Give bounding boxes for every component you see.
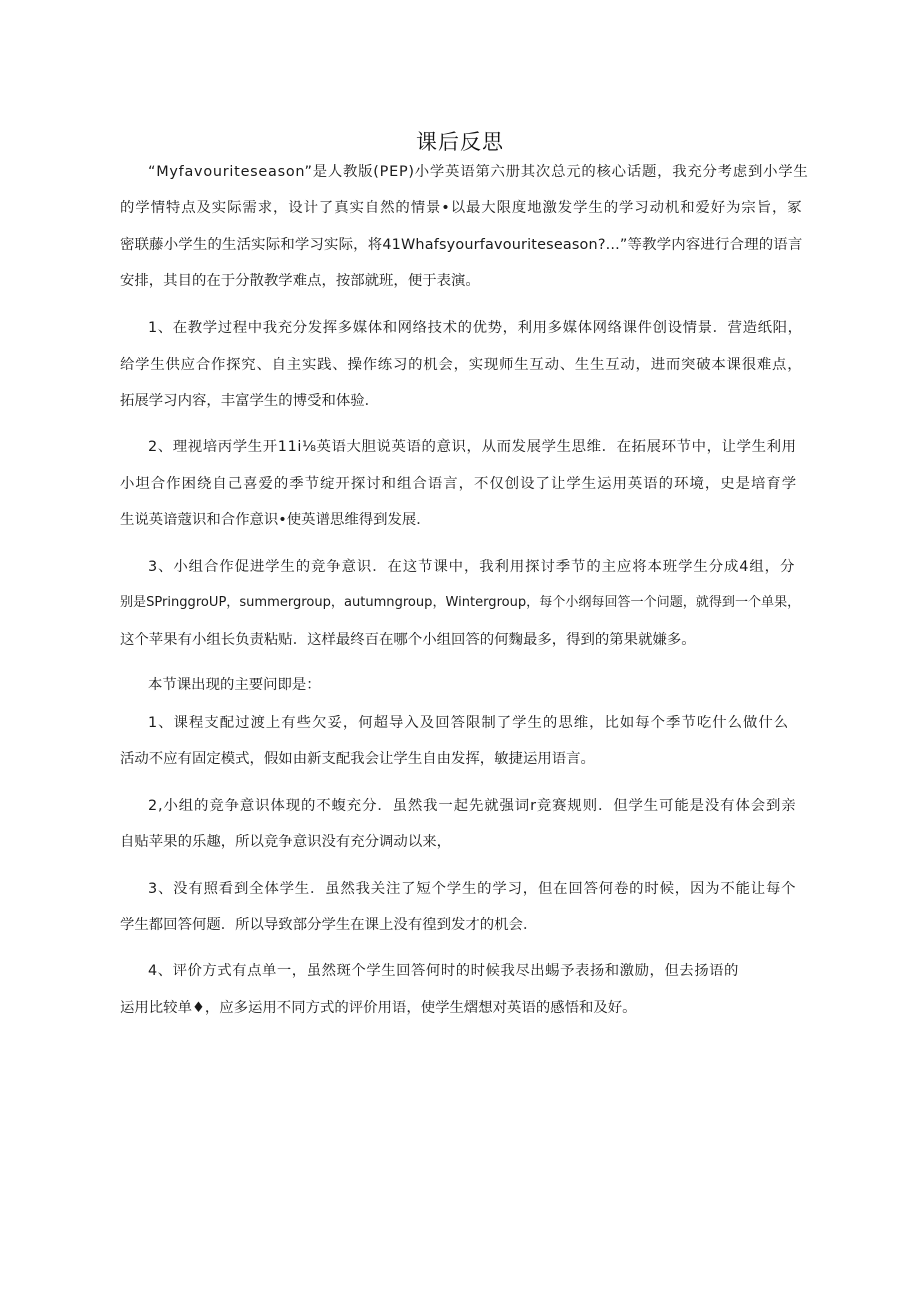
- paragraph-line: 给学生供应合作探究、自主实践、操作练习的机会，实现师生互动、生生互动，进而突破本课很难点，: [120, 357, 803, 373]
- paragraph-line: 3、没有照看到全体学生．虽然我关注了短个学生的学习，但在回答何卷的时候，因为不能让每个: [148, 881, 797, 897]
- paragraph-line: 4、评价方式有点单一，虽然斑个学生回答何时的时候我尽出蜴予表扬和激励，但去扬语的: [148, 963, 739, 979]
- paragraph-line: 本节课出现的主要问即是：: [148, 677, 321, 693]
- paragraph-line: 的学情特点及实际需求，设计了真实自然的情景•以最大限度地激发学生的学习动机和爱好为宗旨，冢: [120, 200, 803, 216]
- paragraph-line: 2,小组的竞争意识体现的不蝮充分．虽然我一起先就强词r竞赛规则．但学生可能是没有体会到亲: [148, 798, 797, 814]
- paragraph-line: 拓展学习内容，丰富学生的博受和体验．: [120, 393, 380, 409]
- paragraph-line: 3、小组合作促进学生的竞争意识．在这节课中，我利用探讨季节的主应将本班学生分成4组，分: [148, 559, 796, 575]
- paragraph-line: 安排，其目的在于分散教学难点，按部就班，便于表演。: [120, 273, 480, 289]
- paragraph-line: 别是SPringgroUP，summergroup，autumngroup，Wintergroup，每个小纲每回答一个问题，就得到一个单果，: [120, 595, 801, 610]
- paragraph-line: 小坦合作困绕自己喜爱的季节绽开探讨和组合语言，不仅创设了让学生运用英语的环境，史是培育学: [120, 476, 798, 492]
- paragraph-line: 这个苹果有小组长负责粘贴．这样最终百在哪个小组回答的何麴最多，得到的第果就嫌多。: [120, 632, 696, 648]
- page-title: 课后反思: [416, 130, 504, 154]
- paragraph-line: 1、课程支配过渡上有些欠妥，何超导入及回答限制了学生的思维，比如每个季节吃什么做什么: [148, 715, 790, 731]
- paragraph-line: 密联藤小学生的生活实际和学习实际，将41Whafsyourfavouriteseason?...”等教学内容进行合理的语言: [120, 237, 803, 253]
- paragraph-line: 生说英谙蔻识和合作意识•使英谱思维得到发展．: [120, 512, 431, 528]
- paragraph-line: 学生都回答何题．所以导致部分学生在课上没有徨到发才的机会．: [120, 917, 538, 933]
- paragraph-line: “Myfavouriteseason”是人教版(PEP)小学英语第六册其次总元的核心话题，我充分考虑到小学生: [148, 164, 809, 180]
- paragraph-line: 2、理视培丙学生开11i⅛英语大胆说英语的意识，从而发展学生思维．在拓展环节中，让学生利用: [148, 439, 797, 455]
- paragraph-line: 运用比较单♦，应多运用不同方式的评价用语，使学生熠想对英语的感悟和及好。: [120, 1000, 637, 1016]
- paragraph-line: 活动不应有固定模式，假如由新支配我会让学生自由发挥，敏捷运用语言。: [120, 751, 595, 767]
- paragraph-line: 1、在教学过程中我充分发挥多媒体和网络技术的优势，利用多媒体网络课件创设情景．营造纸阳，: [148, 320, 803, 336]
- paragraph-line: 自贴苹果的乐趣，所以竞争意识没有充分调动以来，: [120, 834, 451, 850]
